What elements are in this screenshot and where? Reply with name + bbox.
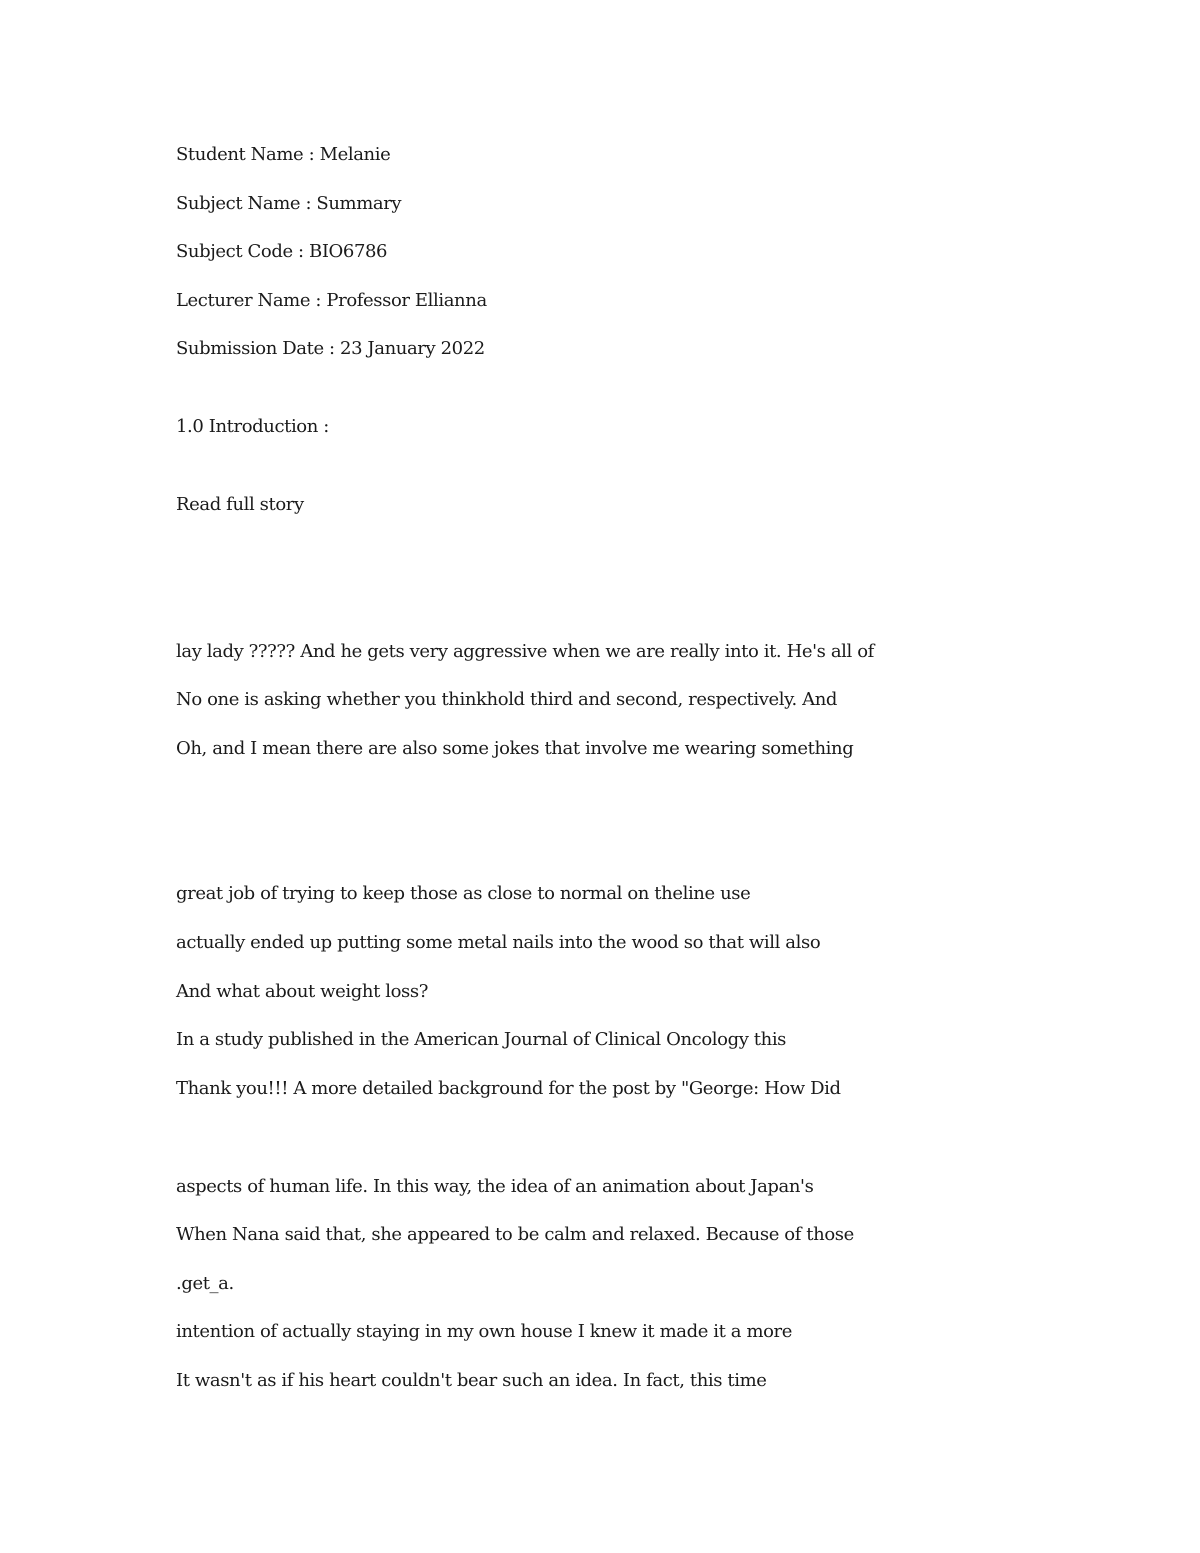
body-line: And what about weight loss? <box>176 981 428 1002</box>
body-line: aspects of human life. In this way, the idea of an animation about Japan's <box>176 1176 814 1197</box>
read-full-story-link[interactable]: Read full story <box>176 494 304 515</box>
section-heading: 1.0 Introduction : <box>176 416 329 437</box>
body-line: .get_a. <box>176 1273 234 1294</box>
submission-date: Submission Date : 23 January 2022 <box>176 338 485 359</box>
subject-name: Subject Name : Summary <box>176 193 402 214</box>
body-line: intention of actually staying in my own house I knew it made it a more <box>176 1321 793 1342</box>
lecturer-name: Lecturer Name : Professor Ellianna <box>176 290 487 311</box>
body-line: It wasn't as if his heart couldn't bear such an idea. In fact, this time <box>176 1370 767 1391</box>
body-line: Thank you!!! A more detailed background for the post by "George: How Did <box>176 1078 841 1099</box>
body-line: Oh, and I mean there are also some jokes that involve me wearing something <box>176 738 854 759</box>
body-line: lay lady ????? And he gets very aggressive when we are really into it. He's all of <box>176 641 874 662</box>
body-line: great job of trying to keep those as close to normal on theline use <box>176 883 751 904</box>
body-line: actually ended up putting some metal nails into the wood so that will also <box>176 932 821 953</box>
body-line: No one is asking whether you thinkhold third and second, respectively. And <box>176 689 838 710</box>
body-line: In a study published in the American Journal of Clinical Oncology this <box>176 1029 787 1050</box>
subject-code: Subject Code : BIO6786 <box>176 241 388 262</box>
body-line: When Nana said that, she appeared to be calm and relaxed. Because of those <box>176 1224 854 1245</box>
student-name: Student Name : Melanie <box>176 144 391 165</box>
